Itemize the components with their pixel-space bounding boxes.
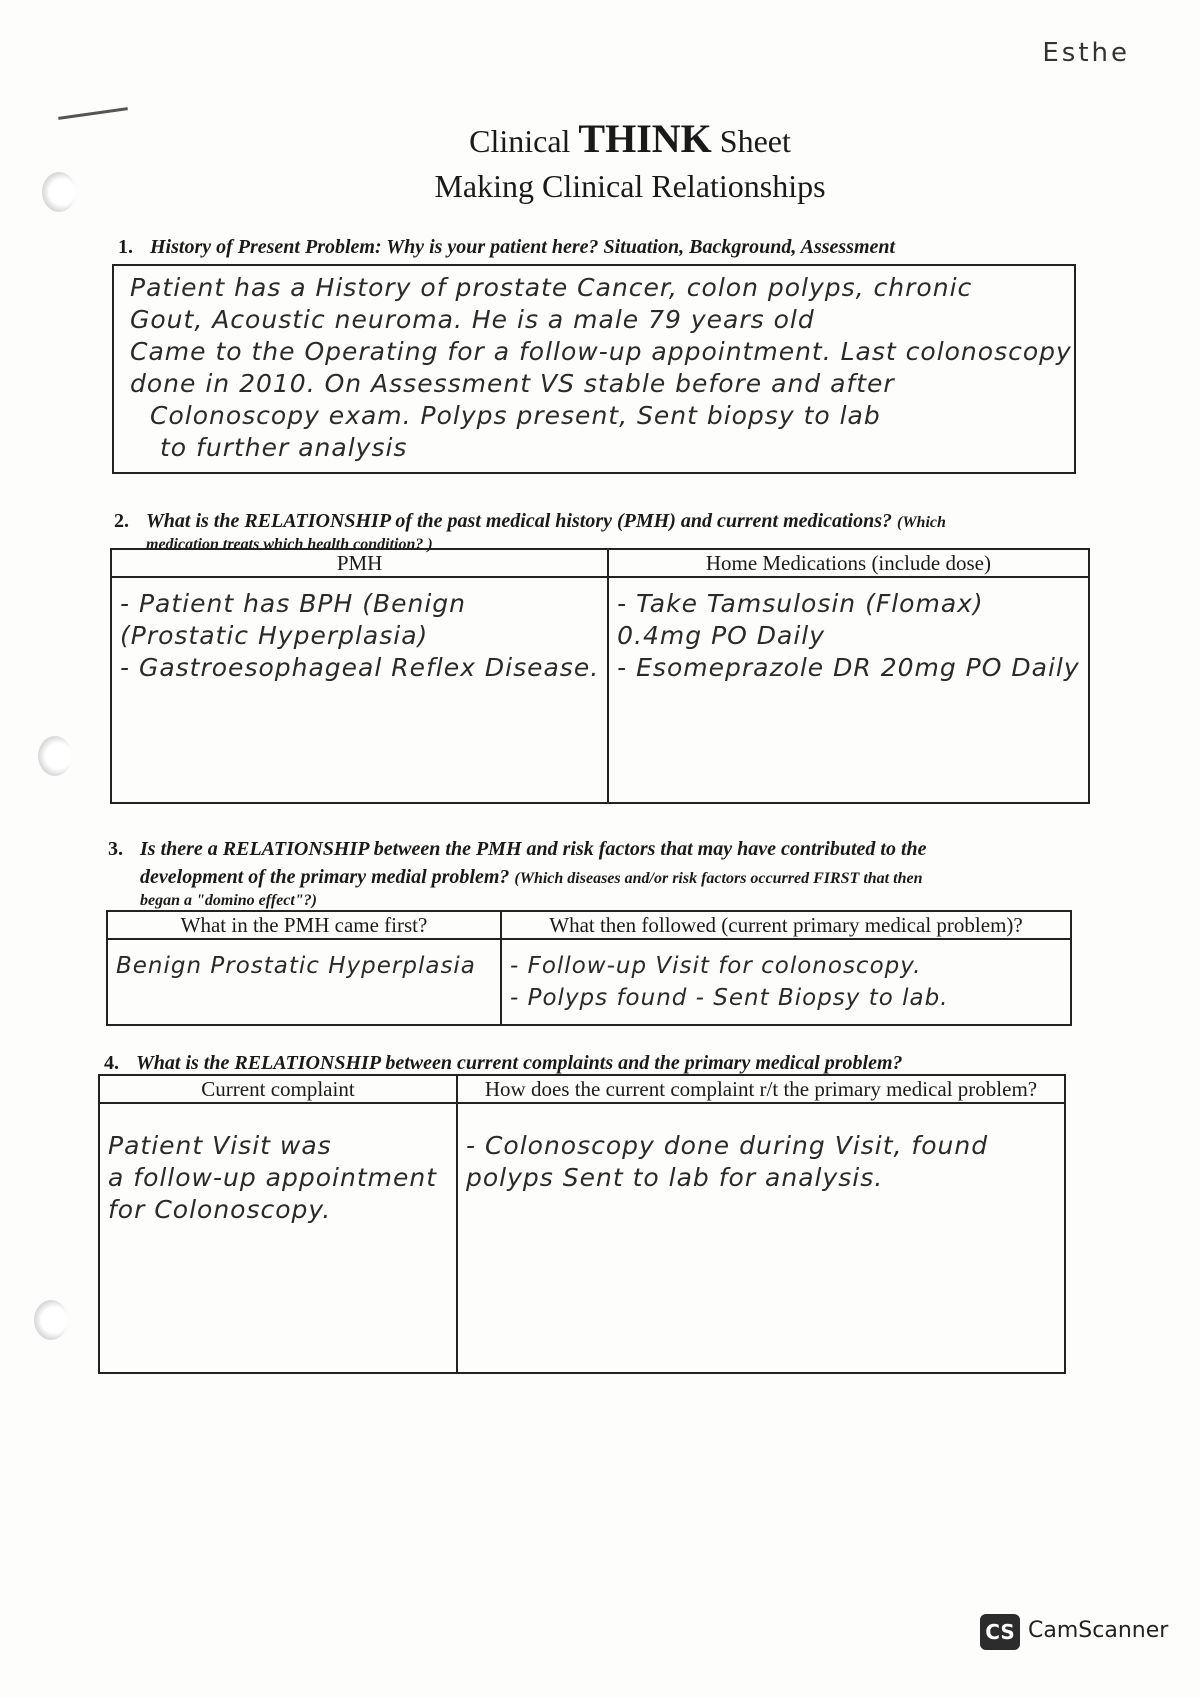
binder-hole: [38, 736, 72, 776]
complaint-table: [98, 1074, 1066, 1374]
q1-answer: Patient has a History of prostate Cancer, colon polyps, chronic Gout, Acoustic neuroma. He is a male 79 years old Came to the Operating for a follow-up appointment. Last colonoscopy done in 2010. On Assessment VS stable before and after Colonoscopy exam. Polyps present, Sent biopsy to lab to further analysis: [130, 273, 1072, 462]
page-title: Clinical THINK Sheet: [469, 116, 791, 161]
question-3-note: began a "domino effect"?): [140, 892, 317, 909]
pmh-first-cell: Benign Prostatic Hyperplasia: [107, 939, 501, 1025]
camscanner-watermark: CamScanner: [1028, 1618, 1169, 1643]
medications-cell: - Take Tamsulosin (Flomax) 0.4mg PO Daily - Esomeprazole DR 20mg PO Daily: [608, 577, 1088, 803]
question-4: 4. What is the RELATIONSHIP between current complaints and the primary medical problem?: [104, 1052, 903, 1074]
question-3: 3. Is there a RELATIONSHIP between the PMH and risk factors that may have contributed to the: [108, 838, 927, 860]
student-name: Esthe: [1042, 38, 1130, 68]
col-header-current-complaint: Current complaint: [99, 1075, 457, 1103]
pmh-first-table: [106, 910, 1072, 1026]
page-subtitle: Making Clinical Relationships: [434, 168, 826, 204]
question-3-cont: development of the primary medial problem? (Which diseases and/or risk factors occurred FIRST that then: [140, 866, 923, 888]
then-followed-cell: - Follow-up Visit for colonoscopy. - Polyps found - Sent Biopsy to lab.: [501, 939, 1071, 1025]
col-header-home-medications: Home Medications (include dose): [608, 549, 1088, 577]
question-2-note: medication treats which health condition? ): [146, 536, 433, 553]
col-header-then-followed: What then followed (current primary medical problem)?: [501, 911, 1071, 939]
current-complaint-cell: Patient Visit was a follow-up appointment for Colonoscopy.: [99, 1103, 457, 1373]
pmh-cell: - Patient has BPH (Benign (Prostatic Hyperplasia) - Gastroesophageal Reflex Disease.: [111, 577, 608, 803]
pmh-medications-table: [110, 548, 1090, 804]
question-2: 2. What is the RELATIONSHIP of the past medical history (PMH) and current medications? (Which: [114, 510, 946, 532]
q1-answer-box: [112, 264, 1076, 474]
binder-hole: [34, 1300, 68, 1340]
question-1: 1. History of Present Problem: Why is your patient here? Situation, Background, Assessment: [118, 236, 896, 258]
col-header-pmh-first: What in the PMH came first?: [107, 911, 501, 939]
camscanner-logo: CS: [980, 1614, 1020, 1650]
complaint-relation-cell: - Colonoscopy done during Visit, found polyps Sent to lab for analysis.: [457, 1103, 1065, 1373]
col-header-complaint-relation: How does the current complaint r/t the primary medical problem?: [457, 1075, 1065, 1103]
col-header-pmh: PMH: [111, 549, 608, 577]
